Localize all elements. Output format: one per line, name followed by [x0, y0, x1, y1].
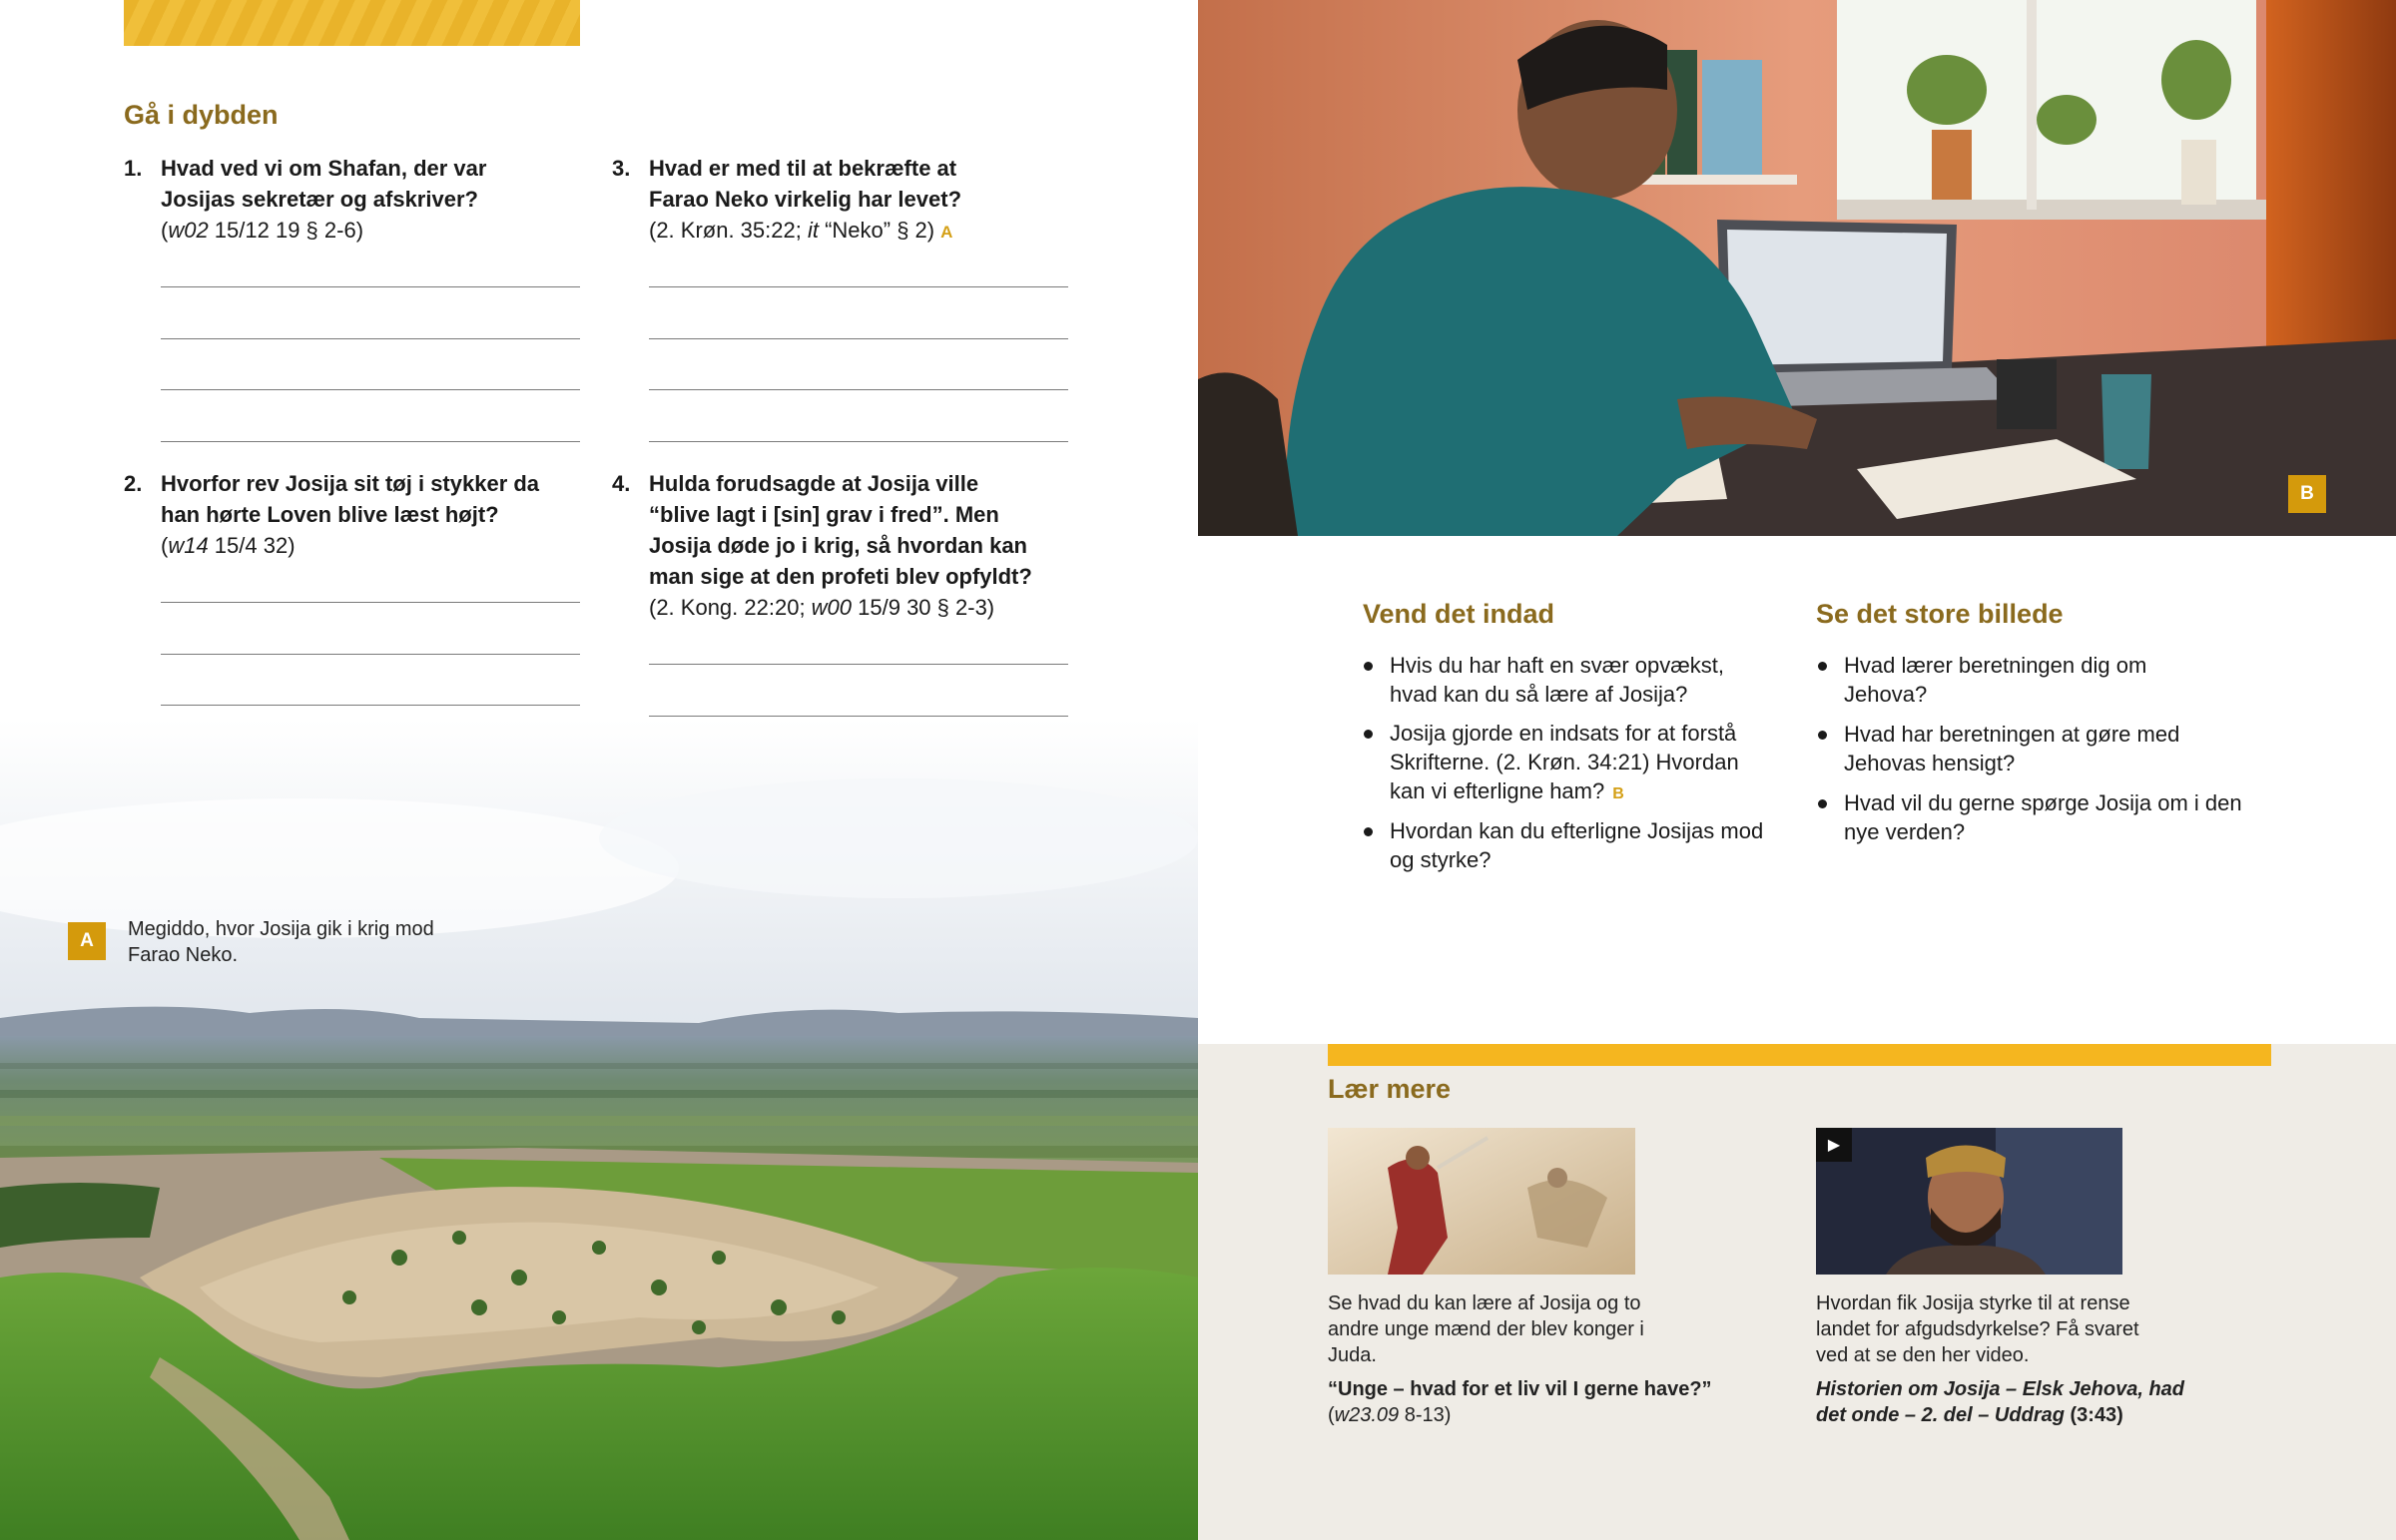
question-number: 4.: [612, 471, 631, 496]
question-text: Hvad ved vi om Shafan, der var Josijas sekretær og afskriver?: [161, 156, 487, 212]
answer-line[interactable]: [161, 602, 580, 603]
section-heading-billede: Se det store billede: [1816, 599, 2064, 629]
image-badge-a: A: [68, 922, 106, 960]
image-badge-b: B: [2288, 475, 2326, 513]
image-tag-b: B: [1612, 785, 1624, 802]
list-item: Hvis du har haft en svær opvækst, hvad kan du så lære af Josija?: [1362, 651, 1769, 709]
question-2: [124, 468, 583, 561]
list-item: Josija gjorde en indsats for at forstå Skrifterne. (2. Krøn. 34:21) Hvordan kan vi efterligne ham? B: [1362, 719, 1779, 808]
question-number: 2.: [124, 471, 143, 496]
video-title[interactable]: Historien om Josija – Elsk Jehova, had det onde – 2. del – Uddrag (3:43): [1816, 1378, 2185, 1426]
article-description: Se hvad du kan lære af Josija og to andre unge mænd der blev konger i Juda.: [1328, 1292, 1644, 1366]
answer-line[interactable]: [649, 286, 1068, 287]
question-text: Hvad er med til at bekræfte at Farao Neko virkelig har levet?: [649, 156, 962, 212]
answer-line[interactable]: [161, 654, 580, 655]
question-reference: (w02 15/12 19 § 2-6): [161, 218, 364, 243]
answer-line[interactable]: [649, 716, 1068, 717]
list-item: Hvordan kan du efterligne Josijas mod og styrke?: [1362, 816, 1769, 874]
answer-line[interactable]: [161, 705, 580, 706]
article-reference: (w23.09 8-13): [1328, 1404, 1452, 1426]
answer-line[interactable]: [649, 664, 1068, 665]
section-heading-vend: Vend det indad: [1363, 599, 1555, 629]
question-reference: (w14 15/4 32): [161, 533, 296, 558]
decorative-yellow-strip: [124, 0, 580, 46]
question-1: [124, 153, 583, 246]
question-reference: (2. Krøn. 35:22; it “Neko” § 2) A: [649, 218, 953, 243]
question-number: 1.: [124, 156, 143, 181]
question-reference: (2. Kong. 22:20; w00 15/9 30 § 2-3): [649, 595, 995, 620]
answer-line[interactable]: [649, 441, 1068, 442]
answer-line[interactable]: [649, 389, 1068, 390]
man-studying-photo: [1198, 0, 2396, 536]
question-number: 3.: [612, 156, 631, 181]
answer-line[interactable]: [161, 389, 580, 390]
image-tag-a: A: [940, 223, 953, 242]
image-caption-a: Megiddo, hvor Josija gik i krig mod Farao Neko.: [128, 918, 434, 966]
article-thumbnail[interactable]: [1328, 1128, 1635, 1275]
list-item: Hvad lærer beretningen dig om Jehova?: [1816, 651, 2183, 709]
question-text: Hulda forudsagde at Josija ville “blive lagt i [sin] grav i fred”. Men Josija døde jo i krig, så hvordan kan man sige at den profeti blev opfyldt?: [649, 471, 1032, 589]
list-item: Hvad har beretningen at gøre med Jehovas hensigt?: [1816, 720, 2183, 777]
answer-line[interactable]: [161, 338, 580, 339]
decorative-yellow-bar: [1328, 1044, 2271, 1066]
section-heading-deep: Gå i dybden: [124, 100, 279, 130]
video-description: Hvordan fik Josija styrke til at rense landet for afgudsdyrkelse? Få svaret ved at se den her video.: [1816, 1292, 2139, 1366]
list-item: Hvad vil du gerne spørge Josija om i den nye verden?: [1816, 788, 2263, 846]
question-text: Hvorfor rev Josija sit tøj i stykker da han hørte Loven blive læst højt?: [161, 471, 540, 527]
question-3: [612, 153, 1071, 248]
play-icon[interactable]: ▶: [1816, 1128, 1852, 1162]
megiddo-landscape-photo: [0, 719, 1198, 1540]
article-title[interactable]: “Unge – hvad for et liv vil I gerne have?”: [1328, 1378, 1712, 1400]
answer-line[interactable]: [161, 286, 580, 287]
section-heading-learn: Lær mere: [1328, 1074, 1452, 1104]
answer-line[interactable]: [649, 338, 1068, 339]
answer-line[interactable]: [161, 441, 580, 442]
video-thumbnail[interactable]: [1816, 1128, 2122, 1275]
question-4: [612, 468, 1071, 623]
